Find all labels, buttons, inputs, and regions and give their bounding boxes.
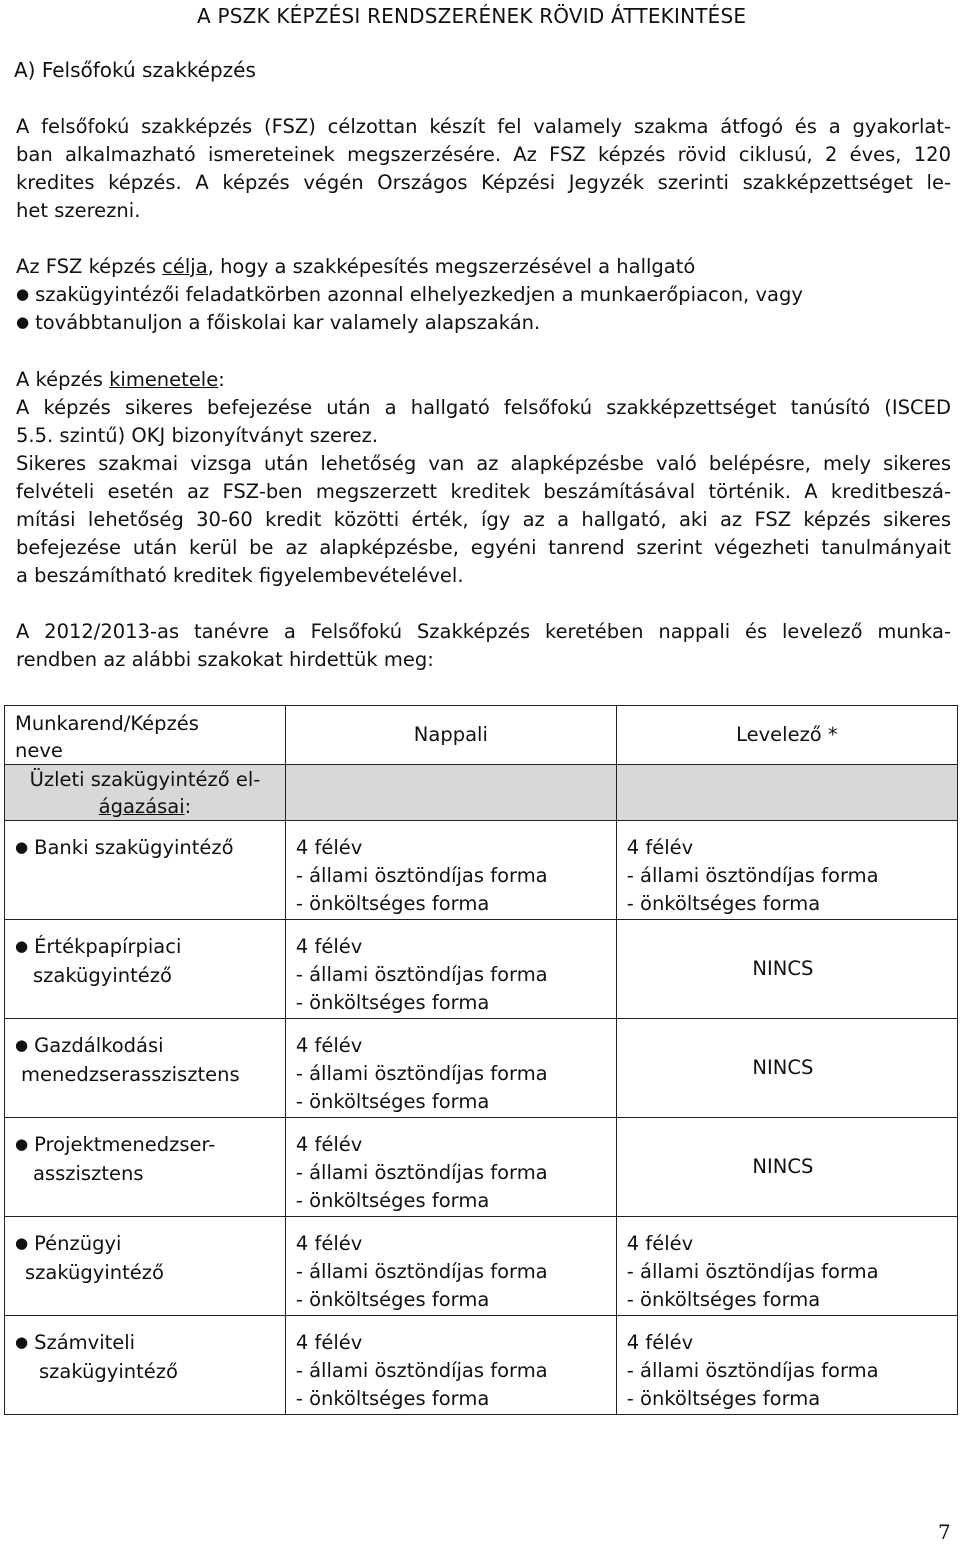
nappali-line: - állami ösztöndíjas forma <box>295 1161 548 1184</box>
program-name-line: asszisztens <box>33 1162 144 1185</box>
category-cell <box>5 765 286 821</box>
bullet-icon: ● <box>15 838 29 856</box>
levelezo-none: NINCS <box>752 1155 814 1178</box>
nappali-line: - önköltséges forma <box>295 892 490 915</box>
page-number: 7 <box>938 1520 951 1544</box>
announce-line: rendben az alábbi szakokat hirdettük meg: <box>16 648 434 671</box>
intro-line: het szerezni. <box>16 199 141 222</box>
header-col1-line: Munkarend/Képzés <box>15 712 199 735</box>
levelezo-line: 4 félév <box>626 1331 694 1354</box>
header-col1 <box>5 706 286 765</box>
outcome-suffix: : <box>218 368 225 391</box>
program-name-line <box>15 834 285 863</box>
nappali-line: 4 félév <box>295 836 363 859</box>
nappali-cell <box>285 1019 616 1118</box>
program-name-line: szakügyintéző <box>39 1360 178 1383</box>
levelezo-cell <box>616 1217 957 1316</box>
levelezo-none: NINCS <box>752 957 814 980</box>
table-row <box>5 821 958 920</box>
program-name: Banki szakügyintéző <box>34 836 234 859</box>
programs-table <box>4 705 958 1415</box>
nappali-line: - állami ösztöndíjas forma <box>295 1260 548 1283</box>
program-name: Gazdálkodási <box>34 1034 164 1057</box>
levelezo-line: - önköltséges forma <box>626 1387 821 1410</box>
nappali-line: 4 félév <box>295 1034 363 1057</box>
program-name-cell <box>5 1019 286 1118</box>
goal-prefix: Az FSZ képzés <box>16 255 163 278</box>
category-keyword: ágazásai <box>98 795 185 818</box>
category-empty-cell <box>285 765 616 821</box>
nappali-line: 4 félév <box>295 935 363 958</box>
program-name: Számviteli <box>34 1331 136 1354</box>
table-row <box>5 1316 958 1415</box>
outcome-line: mítási lehetőség 30-60 kredit közötti érték, így az a hallgató, aki az FSZ képzés sikeres <box>16 508 951 531</box>
bullet-icon: ● <box>15 1135 29 1153</box>
nappali-cell <box>285 920 616 1019</box>
program-name-line: szakügyintéző <box>25 1261 164 1284</box>
levelezo-cell <box>616 821 957 920</box>
table-row <box>5 1118 958 1217</box>
bullet-icon: ● <box>15 1036 29 1054</box>
table-row <box>5 920 958 1019</box>
levelezo-line: - önköltséges forma <box>626 1288 821 1311</box>
levelezo-cell <box>616 1316 957 1415</box>
outcome-line: 5.5. szintű) OKJ bizonyítványt szerez. <box>16 424 379 447</box>
header-col1-line: neve <box>15 739 63 762</box>
nappali-line: - állami ösztöndíjas forma <box>295 864 548 887</box>
goal-keyword: célja <box>162 255 208 278</box>
bullet-icon: ● <box>15 1333 29 1351</box>
outcome-line: a beszámítható kreditek figyelembevételével. <box>16 564 464 587</box>
bullet-icon: ● <box>16 285 30 303</box>
outcome-keyword: kimenetele <box>109 368 219 391</box>
outcome-line: befejezése után kerül be az alapképzésbe, egyéni tanrend szerint végezheti tanulmányait <box>16 536 951 559</box>
program-name-cell <box>5 1316 286 1415</box>
nappali-cell <box>285 1217 616 1316</box>
outcome-prefix: A képzés <box>16 368 110 391</box>
table-row <box>5 1019 958 1118</box>
program-name-line: menedzserasszisztens <box>21 1063 240 1086</box>
section-title: A) Felsőfokú szakképzés <box>14 58 256 82</box>
nappali-cell <box>285 821 616 920</box>
intro-line: ban alkalmazható ismereteinek megszerzésére. Az FSZ képzés rövid ciklusú, 2 éves, 120 <box>16 143 951 166</box>
goal-bullet-item <box>16 283 803 306</box>
table-row <box>5 1217 958 1316</box>
outcome-line: felvételi esetén az FSZ-ben megszerzett kreditek beszámításával történik. A kreditbeszá- <box>16 480 951 503</box>
program-name-cell <box>5 821 286 920</box>
program-name-cell <box>5 1118 286 1217</box>
program-name-cell <box>5 920 286 1019</box>
program-name-line <box>15 1131 285 1160</box>
bullet-icon: ● <box>16 313 30 331</box>
program-name: Pénzügyi <box>34 1232 122 1255</box>
nappali-line: - önköltséges forma <box>295 1090 490 1113</box>
program-name-line <box>15 1329 285 1358</box>
intro-line: kredites képzés. A képzés végén Országos Képzési Jegyzék szerinti szakképzettséget le- <box>16 171 951 194</box>
nappali-line: - állami ösztöndíjas forma <box>295 963 548 986</box>
goal-bullet-item <box>16 311 540 334</box>
levelezo-line: - önköltséges forma <box>626 892 821 915</box>
outcome-heading <box>16 368 225 391</box>
table-header-row <box>5 706 958 765</box>
levelezo-none: NINCS <box>752 1056 814 1079</box>
nappali-line: - állami ösztöndíjas forma <box>295 1359 548 1382</box>
program-name-line <box>15 1032 285 1061</box>
levelezo-line: - állami ösztöndíjas forma <box>626 864 879 887</box>
page-header: A PSZK KÉPZÉSI RENDSZERÉNEK RÖVID ÁTTEKINTÉSE <box>197 4 747 28</box>
nappali-line: - önköltséges forma <box>295 1189 490 1212</box>
bullet-icon: ● <box>15 937 29 955</box>
program-name-line <box>15 933 285 962</box>
levelezo-cell <box>616 920 957 1019</box>
header-col2: Nappali <box>285 706 616 765</box>
goal-bullet-text: szakügyintézői feladatkörben azonnal elhelyezkedjen a munkaerőpiacon, vagy <box>35 283 803 306</box>
category-suffix: : <box>184 795 192 818</box>
nappali-line: - önköltséges forma <box>295 991 490 1014</box>
category-row <box>5 765 958 821</box>
nappali-line: - önköltséges forma <box>295 1387 490 1410</box>
levelezo-line: 4 félév <box>626 836 694 859</box>
announce-line: A 2012/2013-as tanévre a Felsőfokú Szakképzés keretében nappali és levelező munka- <box>16 620 951 643</box>
nappali-line: - állami ösztöndíjas forma <box>295 1062 548 1085</box>
program-name-line: szakügyintéző <box>33 964 172 987</box>
nappali-line: 4 félév <box>295 1133 363 1156</box>
levelezo-cell <box>616 1118 957 1217</box>
program-name-line <box>15 1230 285 1259</box>
category-line <box>5 793 285 820</box>
goal-suffix: , hogy a szakképesítés megszerzésével a hallgató <box>207 255 696 278</box>
category-line: Üzleti szakügyintéző el- <box>29 768 261 791</box>
nappali-cell <box>285 1118 616 1217</box>
program-name: Értékpapírpiaci <box>34 935 182 958</box>
header-col3: Levelező * <box>616 706 957 765</box>
levelezo-line: 4 félév <box>626 1232 694 1255</box>
program-name-cell <box>5 1217 286 1316</box>
goal-line <box>16 255 695 278</box>
goal-bullet-text: továbbtanuljon a főiskolai kar valamely alapszakán. <box>35 311 541 334</box>
levelezo-line: - állami ösztöndíjas forma <box>626 1359 879 1382</box>
nappali-line: 4 félév <box>295 1232 363 1255</box>
levelezo-cell <box>616 1019 957 1118</box>
program-name: Projektmenedzser- <box>34 1133 216 1156</box>
intro-line: A felsőfokú szakképzés (FSZ) célzottan készít fel valamely szakma átfogó és a gyakorlat- <box>16 115 951 138</box>
bullet-icon: ● <box>15 1234 29 1252</box>
category-empty-cell <box>616 765 957 821</box>
nappali-line: 4 félév <box>295 1331 363 1354</box>
nappali-cell <box>285 1316 616 1415</box>
levelezo-line: - állami ösztöndíjas forma <box>626 1260 879 1283</box>
nappali-line: - önköltséges forma <box>295 1288 490 1311</box>
outcome-line: Sikeres szakmai vizsga után lehetőség van az alapképzésbe való belépésre, mely sikeres <box>16 452 951 475</box>
outcome-line: A képzés sikeres befejezése után a hallgató felsőfokú szakképzettséget tanúsító (ISCED <box>16 396 951 419</box>
